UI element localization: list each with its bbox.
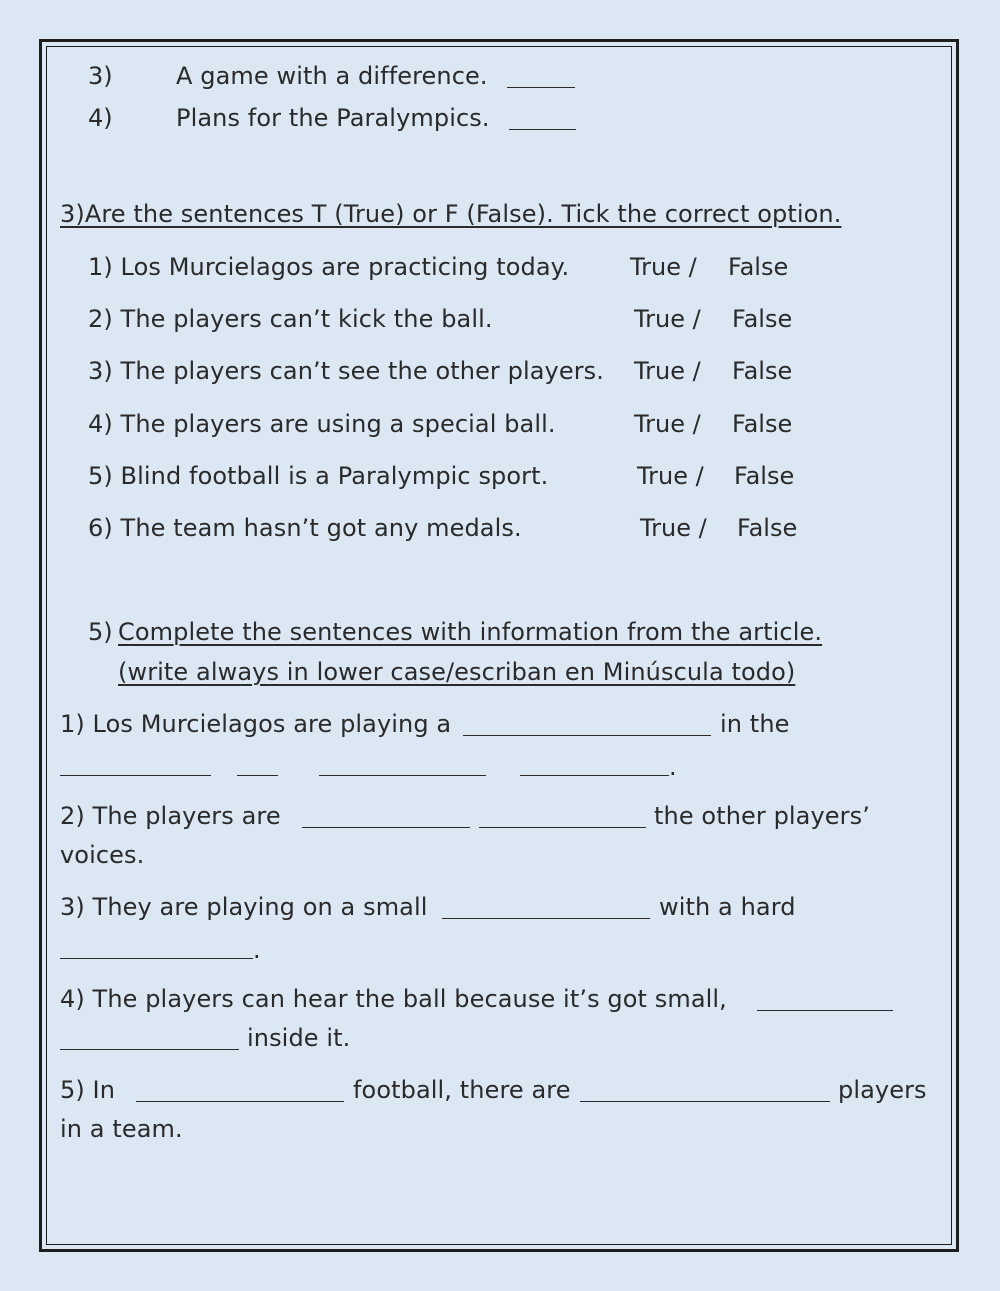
- true-option-5[interactable]: True /: [637, 462, 704, 490]
- true-option-2[interactable]: True /: [634, 305, 701, 333]
- tf-statement-5: 5) Blind football is a Paralympic sport.: [88, 462, 549, 490]
- section5-subheading: (write always in lower case/escriban en Minúscula todo): [118, 658, 796, 686]
- tf-statement-6: 6) The team hasn’t got any medals.: [88, 514, 522, 542]
- completion-q2-text: the other players’: [654, 802, 870, 830]
- answer-blank[interactable]: [507, 87, 575, 88]
- completion-q5-text: 5) In: [60, 1076, 116, 1104]
- list-number: 4): [88, 104, 113, 132]
- completion-q1-text: 1) Los Murcielagos are playing a: [60, 710, 452, 738]
- tf-statement-1: 1) Los Murcielagos are practicing today.: [88, 253, 570, 281]
- answer-blank[interactable]: [60, 958, 253, 959]
- completion-q5-text: players: [838, 1076, 927, 1104]
- answer-blank[interactable]: [60, 775, 211, 776]
- false-option-4[interactable]: False: [732, 410, 793, 438]
- false-option-6[interactable]: False: [737, 514, 798, 542]
- false-option-3[interactable]: False: [732, 357, 793, 385]
- answer-blank[interactable]: [479, 827, 646, 828]
- sentence-period: .: [669, 753, 677, 781]
- true-option-3[interactable]: True /: [634, 357, 701, 385]
- answer-blank[interactable]: [136, 1101, 344, 1102]
- true-option-4[interactable]: True /: [634, 410, 701, 438]
- tf-statement-4: 4) The players are using a special ball.: [88, 410, 556, 438]
- list-item-text: Plans for the Paralympics.: [176, 104, 490, 132]
- false-option-5[interactable]: False: [734, 462, 795, 490]
- completion-q3-text: with a hard: [659, 893, 796, 921]
- answer-blank[interactable]: [757, 1010, 893, 1011]
- completion-q4-text: 4) The players can hear the ball because it’s got small,: [60, 985, 727, 1013]
- answer-blank[interactable]: [302, 827, 470, 828]
- true-option-6[interactable]: True /: [640, 514, 707, 542]
- section5-number: 5): [88, 618, 113, 646]
- tf-statement-3: 3) The players can’t see the other players.: [88, 357, 605, 385]
- section3-heading: 3)Are the sentences T (True) or F (False). Tick the correct option.: [60, 200, 842, 228]
- list-number: 3): [88, 62, 113, 90]
- completion-q1-text: in the: [720, 710, 790, 738]
- answer-blank[interactable]: [442, 918, 650, 919]
- section5-heading: Complete the sentences with information from the article.: [118, 618, 823, 646]
- answer-blank[interactable]: [319, 775, 486, 776]
- sentence-period: .: [253, 936, 261, 964]
- completion-q4-text: inside it.: [247, 1024, 351, 1052]
- completion-q5-text: football, there are: [353, 1076, 571, 1104]
- answer-blank[interactable]: [60, 1049, 239, 1050]
- completion-q2-text: 2) The players are: [60, 802, 281, 830]
- answer-blank[interactable]: [509, 129, 576, 130]
- list-item-text: A game with a difference.: [176, 62, 488, 90]
- completion-q2-text: voices.: [60, 841, 145, 869]
- false-option-1[interactable]: False: [728, 253, 789, 281]
- false-option-2[interactable]: False: [732, 305, 793, 333]
- completion-q5-text: in a team.: [60, 1115, 183, 1143]
- answer-blank[interactable]: [463, 735, 711, 736]
- completion-q3-text: 3) They are playing on a small: [60, 893, 428, 921]
- answer-blank[interactable]: [520, 775, 669, 776]
- true-option-1[interactable]: True /: [630, 253, 697, 281]
- answer-blank[interactable]: [237, 775, 278, 776]
- answer-blank[interactable]: [580, 1101, 830, 1102]
- tf-statement-2: 2) The players can’t kick the ball.: [88, 305, 493, 333]
